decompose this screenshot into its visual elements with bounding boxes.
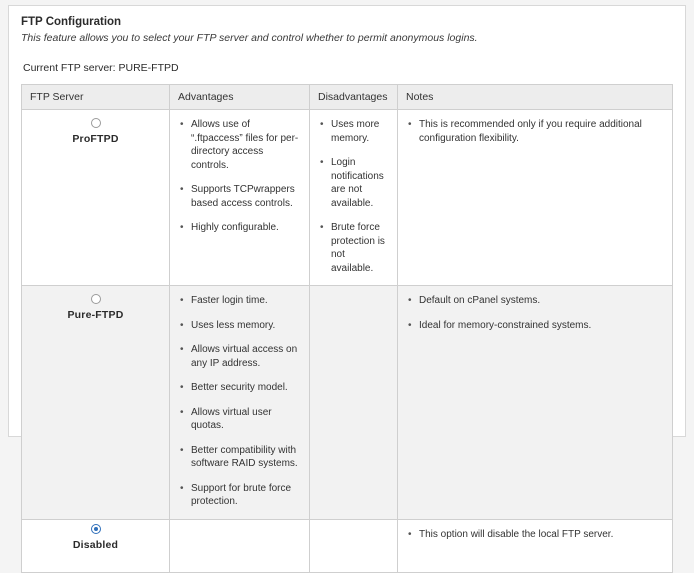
column-header-disadvantages: Disadvantages — [310, 85, 398, 110]
list-item: • Allows virtual access on any IP address. — [191, 343, 301, 370]
list-item: • Default on cPanel systems. — [419, 294, 664, 308]
list-item: • Ideal for memory-constrained systems. — [419, 319, 664, 333]
current-ftp-server-status: Current FTP server: PURE-FTPD — [23, 62, 179, 74]
list-item: • Allows virtual user quotas. — [191, 406, 301, 433]
disadvantages-cell-disabled — [310, 519, 398, 572]
table-row — [22, 519, 673, 572]
table-row — [22, 286, 673, 520]
column-header-notes: Notes — [398, 85, 673, 110]
radio-disabled[interactable] — [91, 524, 101, 534]
ftp-option-proftpd[interactable] — [22, 110, 170, 286]
list-item: • Better compatibility with software RAID systems. — [191, 444, 301, 471]
ftp-option-disabled[interactable] — [22, 519, 170, 572]
list-item: • Uses less memory. — [191, 319, 301, 333]
radio-pureftpd[interactable] — [91, 294, 101, 304]
list-item: • Support for brute force protection. — [191, 482, 301, 509]
page-title: FTP Configuration — [21, 16, 122, 28]
advantages-cell-pureftpd — [170, 286, 310, 520]
list-item: • This option will disable the local FTP server. — [419, 528, 664, 542]
list-item: • Highly configurable. — [191, 221, 301, 235]
advantages-cell-proftpd — [170, 110, 310, 286]
ftp-option-label-proftpd: ProFTPD — [72, 133, 119, 145]
column-header-server: FTP Server — [22, 85, 170, 110]
list-item: • Supports TCPwrappers based access controls. — [191, 183, 301, 210]
disadvantages-cell-pureftpd — [310, 286, 398, 520]
list-item: • Faster login time. — [191, 294, 301, 308]
list-item: • Brute force protection is not available. — [331, 221, 389, 275]
list-item: • Better security model. — [191, 381, 301, 395]
list-item: • Allows use of “.ftpaccess” files for per-directory access controls. — [191, 118, 301, 172]
advantages-cell-disabled — [170, 519, 310, 572]
ftp-option-pureftpd[interactable] — [22, 286, 170, 520]
ftp-option-label-disabled: Disabled — [72, 538, 119, 551]
table-header-row — [22, 85, 673, 110]
radio-proftpd[interactable] — [91, 118, 101, 128]
list-item: • Uses more memory. — [331, 118, 389, 145]
page-subtitle: This feature allows you to select your FTP server and control whether to permit anonymous logins. — [21, 32, 478, 44]
column-header-advantages: Advantages — [170, 85, 310, 110]
notes-cell-disabled — [398, 519, 673, 572]
list-item: • This is recommended only if you require additional configuration flexibility. — [419, 118, 664, 145]
list-item: • Login notifications are not available. — [331, 156, 389, 210]
ftp-server-options-table — [21, 84, 673, 573]
notes-cell-proftpd — [398, 110, 673, 286]
table-row — [22, 110, 673, 286]
notes-cell-pureftpd — [398, 286, 673, 520]
ftp-configuration-panel — [8, 5, 686, 551]
disadvantages-cell-proftpd — [310, 110, 398, 286]
ftp-option-label-pureftpd: Pure-FTPD — [67, 309, 124, 321]
